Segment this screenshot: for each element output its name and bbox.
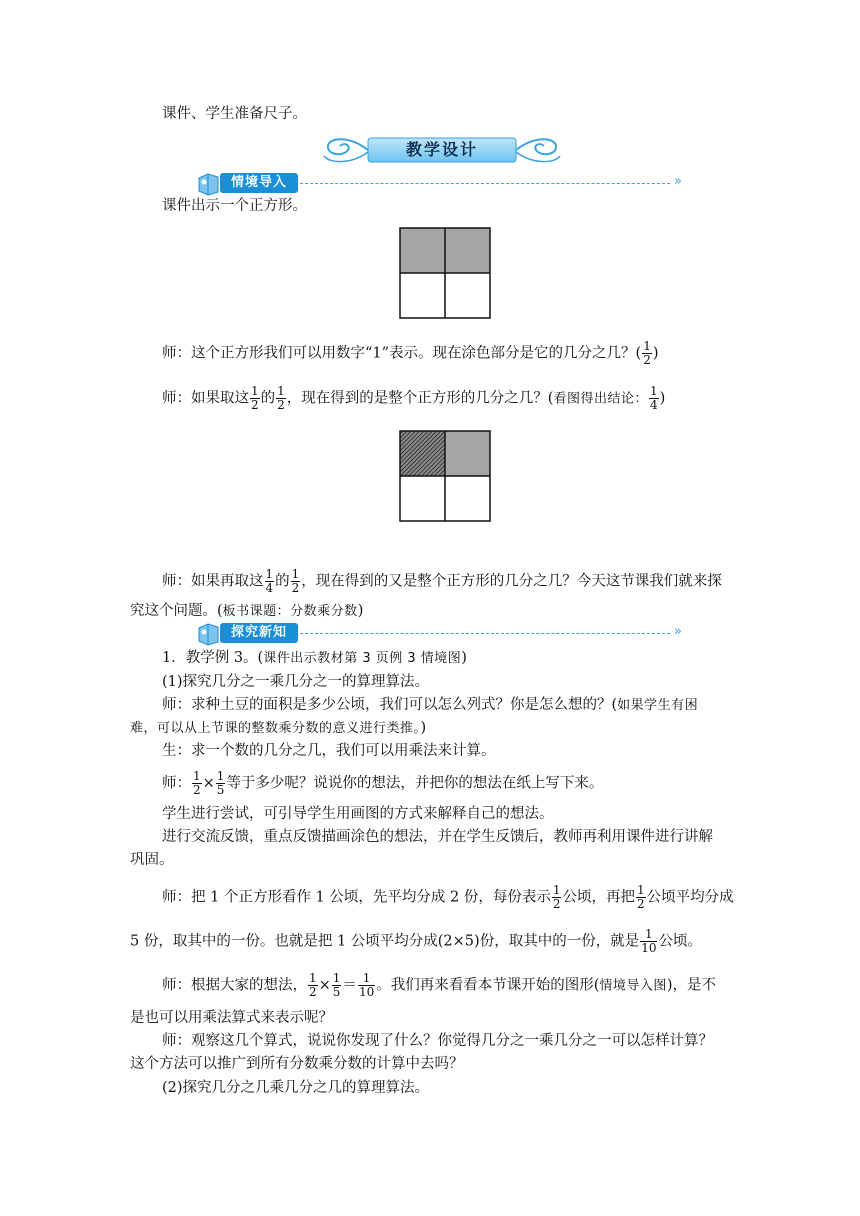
fraction: $\frac{1}{2}$ (636, 883, 645, 911)
double-arrow-icon: » (674, 174, 682, 189)
paragraph: 生：求一个数的几分之几，我们可以用乘法来计算。 (162, 743, 496, 759)
double-arrow-icon: » (674, 624, 682, 639)
shaded-quarter (445, 431, 490, 476)
square-figure-quarter-hatched (399, 430, 491, 522)
fraction: $\frac{1}{10}$ (641, 927, 657, 955)
section-label: 情境导入 (220, 173, 298, 193)
paragraph: 1．教学例 3。(课件出示教材第 3 页例 3 情境图) (162, 650, 467, 666)
book-icon (196, 620, 222, 646)
paragraph: 课件出示一个正方形。 (162, 198, 307, 214)
paragraph: 究这个问题。(板书课题：分数乘分数) (130, 603, 364, 619)
fraction: $\frac{1}{2}$ (552, 883, 561, 911)
paragraph: 师：求种土豆的面积是多少公顷，我们可以怎么列式？你是怎么想的？(如果学生有困 (162, 697, 699, 713)
hatched-quarter (400, 431, 445, 476)
paragraph: 5 份，取其中的一份。也就是把 1 公顷平均分成(2×5)份，取其中的一份，就是 $\frac{1}{10}$ 公顷。 (130, 927, 702, 955)
book-icon (196, 170, 222, 196)
paragraph: 是也可以用乘法算式来表示呢？ (130, 1010, 333, 1026)
fraction: $\frac{1}{4}$ (649, 384, 658, 412)
paragraph: 师：如果再取这 $\frac{1}{4}$ 的 $\frac{1}{2}$ ，现在得到的又是整个正方形的几分之几？今天这节课我们就来探 (162, 567, 722, 595)
section-label: 探究新知 (220, 623, 298, 643)
paragraph: 这个方法可以推广到所有分数乘分数的计算中去吗？ (130, 1056, 464, 1072)
paragraph: 师：观察这几个算式，说说你发现了什么？你觉得几分之一乘几分之一可以怎样计算？ (162, 1033, 713, 1049)
fraction: $\frac{1}{10}$ (358, 971, 375, 999)
paragraph: 难，可以从上节课的整数乘分数的意义进行类推。) (130, 720, 427, 736)
paragraph: (1)探究几分之一乘几分之一的算理算法。 (162, 674, 430, 690)
fraction: $\frac{1}{4}$ (265, 567, 274, 595)
fraction: $\frac{1}{2}$ (277, 384, 285, 412)
section-header-explore (196, 622, 696, 646)
fraction: $\frac{1}{2}$ (643, 339, 651, 367)
fraction: $\frac{1}{2}$ (291, 567, 300, 595)
paragraph: (2)探究几分之几乘几分之几的算理算法。 (162, 1080, 430, 1096)
section-header-situation (196, 172, 696, 196)
paragraph: 师：如果取这 $\frac{1}{2}$ 的 $\frac{1}{2}$ ，现在得到的是整个正方形的几分之几？(看图得出结论： $\frac{1}{4}$ ) (162, 384, 666, 412)
paragraph: 师： $\frac{1}{2}$ × $\frac{1}{5}$ 等于多少呢？说说你的想法，并把你的想法在纸上写下来。 (162, 769, 604, 797)
dashed-divider (300, 183, 670, 184)
fraction: $\frac{1}{5}$ (216, 769, 225, 797)
fraction: $\frac{1}{2}$ (309, 971, 317, 999)
paragraph: 师：这个正方形我们可以用数字“1”表示。现在涂色部分是它的几分之几？( $\frac{1}{2}$ ) (162, 339, 659, 367)
banner-title: 教学设计 (405, 140, 478, 159)
paragraph: 师：把 1 个正方形看作 1 公顷，先平均分成 2 份，每份表示 $\frac{1}{2}$ 公顷，再把 $\frac{1}{2}$ 公顷平均分成 (162, 883, 734, 911)
fraction: $\frac{1}{2}$ (251, 384, 259, 412)
paragraph: 师：根据大家的想法， $\frac{1}{2}$ × $\frac{1}{5}$ ＝ $\frac{1}{10}$ 。我们再来看看本节课开始的图形(情境导入图)，是不 (162, 971, 717, 999)
dashed-divider (300, 633, 670, 634)
square-figure-half-shaded (399, 227, 491, 319)
fraction: $\frac{1}{5}$ (332, 971, 341, 999)
intro-line: 课件、学生准备尺子。 (162, 106, 307, 122)
paragraph: 学生进行尝试，可引导学生用画图的方式来解释自己的想法。 (162, 806, 554, 822)
section-banner (318, 130, 566, 170)
paragraph: 巩固。 (130, 852, 174, 868)
paragraph: 进行交流反馈，重点反馈描画涂色的想法，并在学生反馈后，教师再利用课件进行讲解 (162, 829, 713, 845)
fraction: $\frac{1}{2}$ (193, 769, 201, 797)
